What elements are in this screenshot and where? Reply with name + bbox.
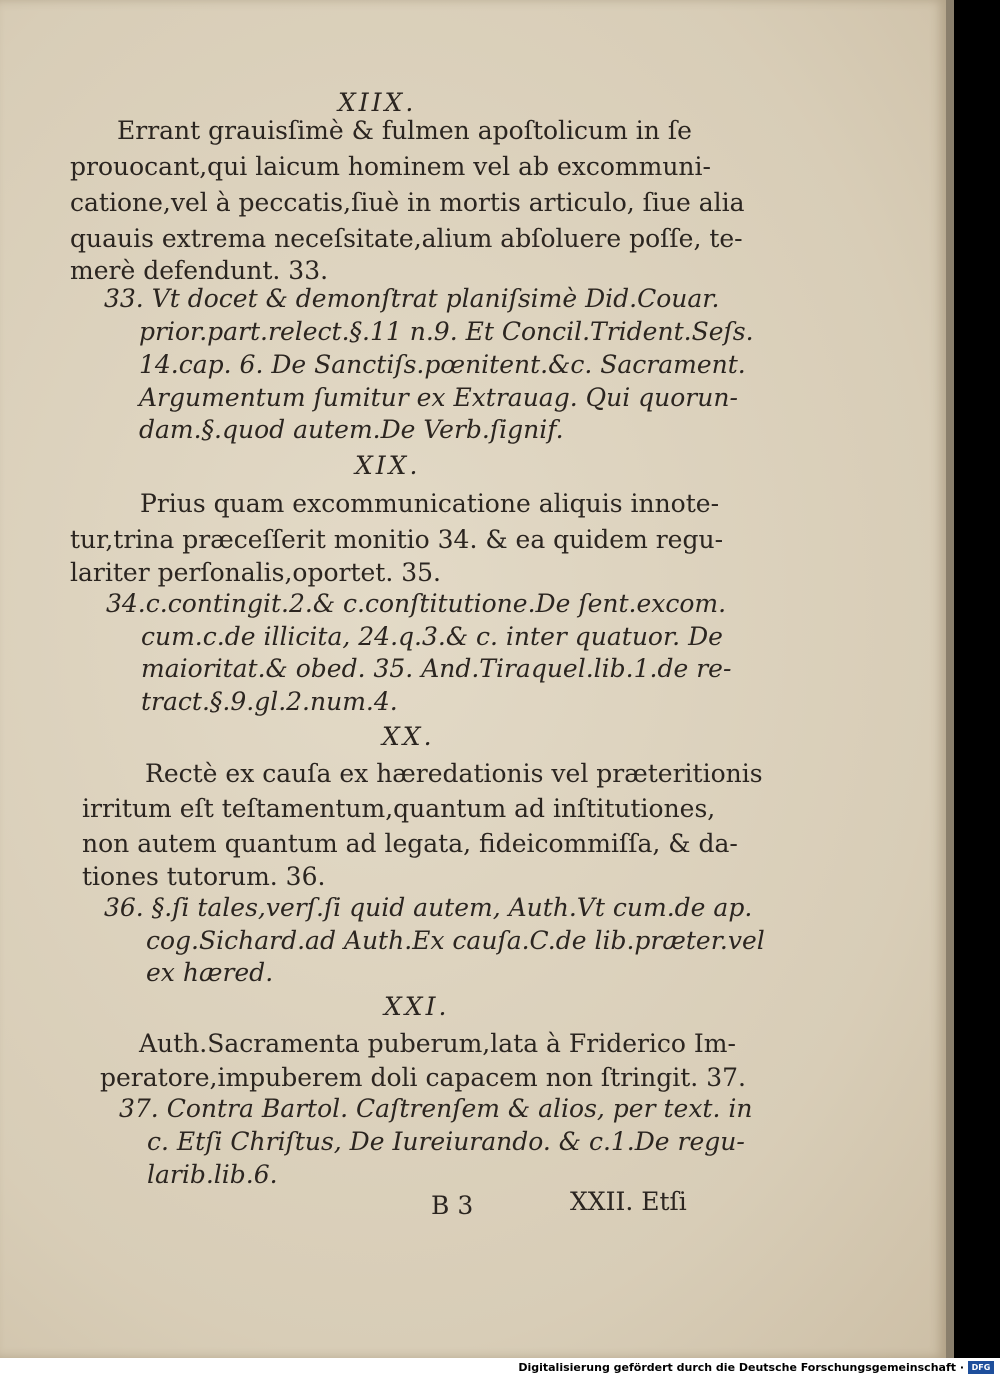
- note-line: Argumentum ſumitur ex Extrauag. Qui quorun-: [139, 383, 738, 412]
- footer-bar: [0, 1358, 1000, 1378]
- page-edge: [946, 0, 954, 1358]
- body-line: tiones tutorum. 36.: [82, 862, 326, 891]
- note-line: 14.cap. 6. De Sanctiſs.pœnitent.&c. Sacrament.: [139, 350, 746, 379]
- note-line: 34.c.contingit.2.& c.conſtitutione.De ſent.excom.: [106, 589, 727, 618]
- note-line: cum.c.de illicita, 24.q.3.& c. inter quatuor. De: [141, 622, 723, 651]
- note-line: 33. Vt docet & demonſtrat planiſsimè Did.Couar.: [104, 284, 720, 313]
- heading-xx: XX.: [382, 722, 435, 751]
- body-line: Auth.Sacramenta puberum,lata à Friderico Im-: [139, 1029, 736, 1058]
- body-line: Errant grauisſimè & fulmen apoſtolicum in ſe: [117, 116, 692, 145]
- note-line: c. Etſi Chriſtus, De Iureiurando. & c.1.De regu-: [147, 1127, 745, 1156]
- note-line: 36. §.ſi tales,verſ.ſi quid autem, Auth.Vt cum.de ap.: [104, 893, 753, 922]
- heading-xxi: XXI.: [384, 992, 450, 1021]
- note-line: prior.part.relect.§.11 n.9. Et Concil.Trident.Seſs.: [139, 317, 754, 346]
- note-line: dam.§.quod autem.De Verb.ſignif.: [139, 415, 564, 444]
- body-line: catione,vel à peccatis,ſiuè in mortis articulo, ſiue alia: [70, 188, 745, 217]
- body-line: irritum eſt teſtamentum,quantum ad inſtitutiones,: [82, 794, 716, 823]
- signature-mark: B 3: [431, 1191, 474, 1220]
- note-line: cog.Sichard.ad Auth.Ex cauſa.C.de lib.præter.vel: [146, 926, 765, 955]
- note-line: maioritat.& obed. 35. And.Tiraquel.lib.1.de re-: [141, 654, 732, 683]
- heading-xiix: XIIX.: [338, 88, 417, 117]
- dfg-logo-icon: DFG: [968, 1361, 994, 1374]
- body-line: peratore,impuberem doli capacem non ſtringit. 37.: [100, 1063, 746, 1092]
- footer-credit: Digitalisierung gefördert durch die Deutsche Forschungsgemeinschaft ·: [518, 1361, 964, 1374]
- body-line: prouocant,qui laicum hominem vel ab excommuni-: [70, 152, 711, 181]
- body-line: non autem quantum ad legata, fideicommiſſa, & da-: [82, 829, 738, 858]
- note-line: 37. Contra Bartol. Caſtrenſem & alios, per text. in: [119, 1094, 753, 1123]
- body-line: lariter perſonalis,oportet. 35.: [70, 558, 442, 587]
- body-line: Rectè ex cauſa ex hæredationis vel præteritionis: [145, 759, 763, 788]
- body-line: tur,trina præceſſerit monitio 34. & ea quidem regu-: [70, 525, 724, 554]
- note-line: larib.lib.6.: [147, 1160, 278, 1189]
- body-line: quauis extrema neceſsitate,alium abſoluere poſſe, te-: [70, 224, 743, 253]
- heading-xix: XIX.: [355, 451, 421, 480]
- note-line: ex hæred.: [146, 958, 274, 987]
- catchword: XXII. Etſi: [570, 1187, 687, 1216]
- body-line: merè defendunt. 33.: [70, 256, 329, 285]
- body-line: Prius quam excommunicatione aliquis innote-: [140, 489, 720, 518]
- note-line: tract.§.9.gl.2.num.4.: [141, 687, 398, 716]
